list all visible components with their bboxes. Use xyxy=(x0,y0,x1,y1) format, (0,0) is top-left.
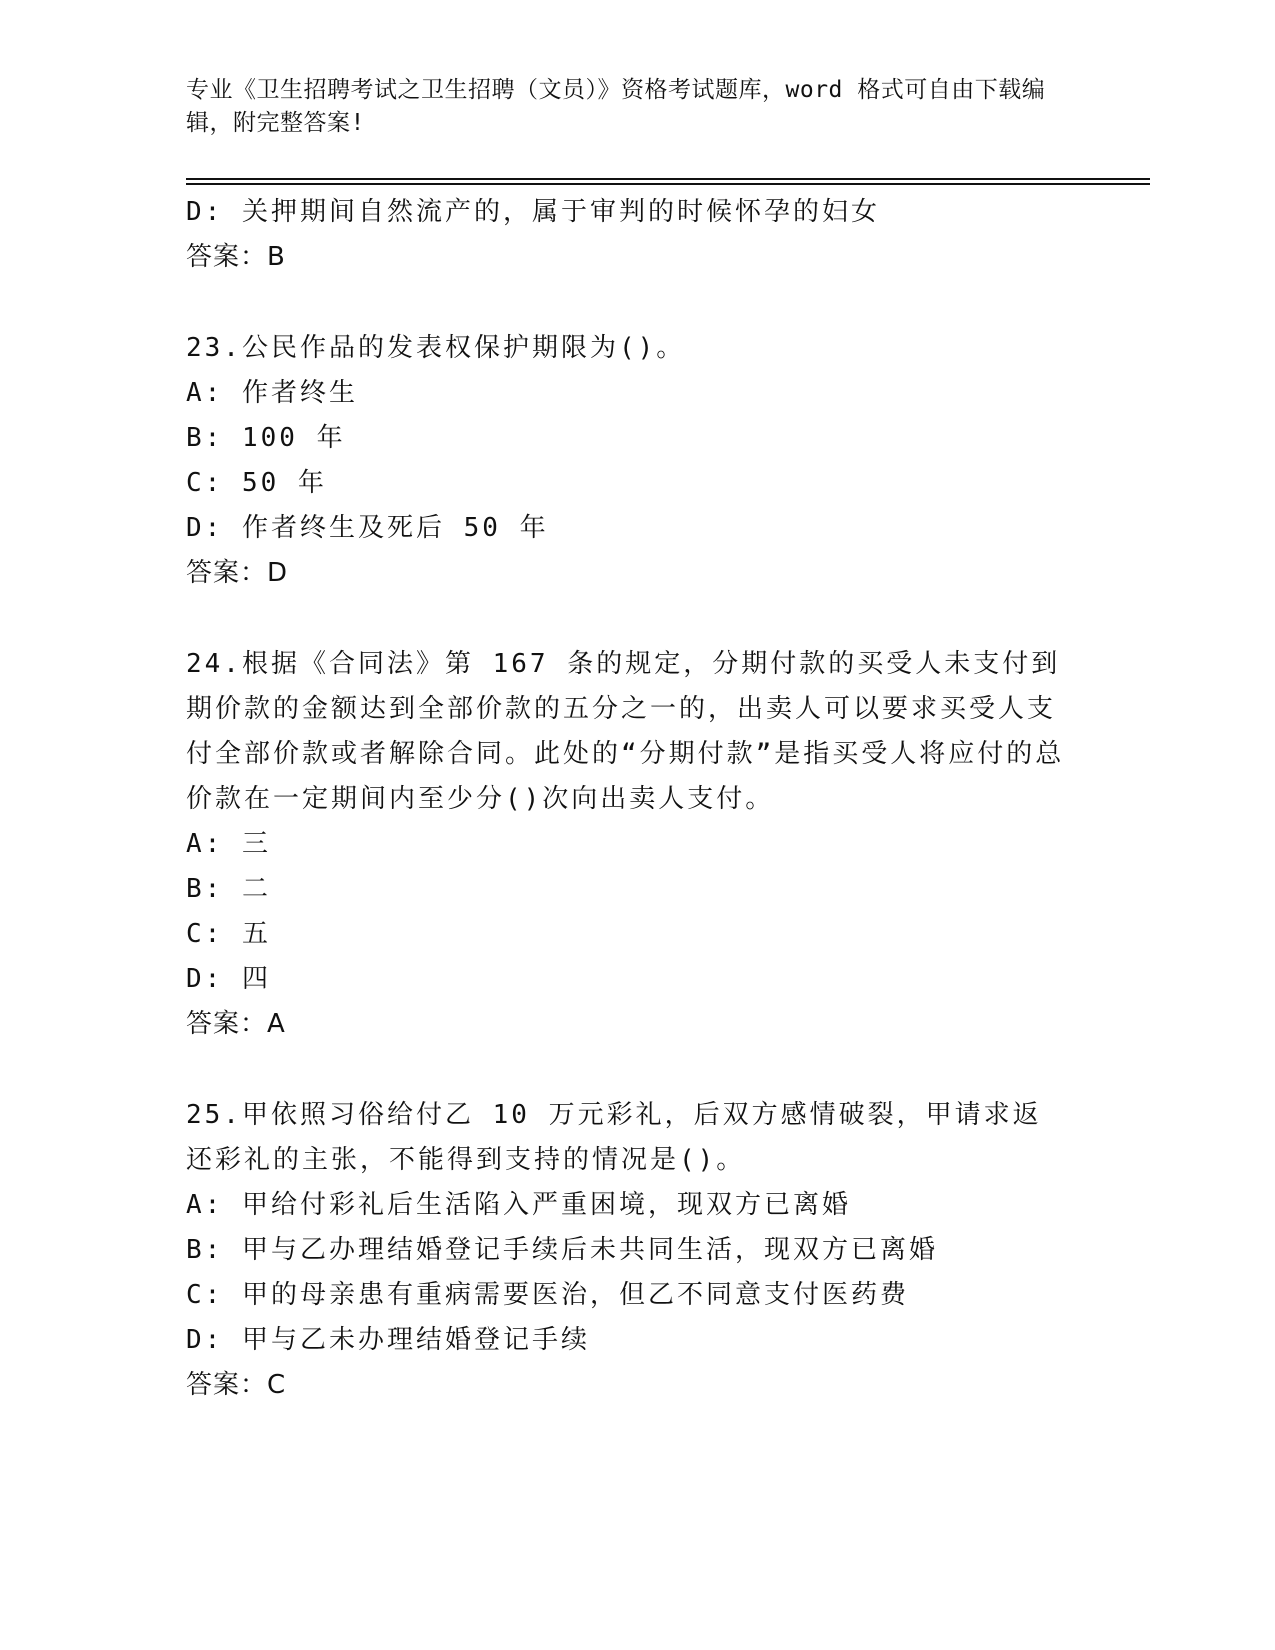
spacer xyxy=(186,596,1086,642)
question-list xyxy=(186,190,1086,1408)
option-d: D: 四 xyxy=(186,964,271,994)
option-c: C: 50 年 xyxy=(186,468,327,498)
option-a: A: 三 xyxy=(186,829,271,859)
option-a: A: 作者终生 xyxy=(186,378,358,408)
answer-line: 答案：C xyxy=(186,1370,287,1400)
option-b: B: 二 xyxy=(186,874,271,904)
option-d: D: 关押期间自然流产的，属于审判的时候怀孕的妇女 xyxy=(186,197,880,227)
question-block-23 xyxy=(186,326,1086,596)
header-divider-bottom xyxy=(186,183,1150,185)
document-header: 专业《卫生招聘考试之卫生招聘（文员）》资格考试题库，word 格式可自由下载编辑，附完整答案! xyxy=(186,77,1046,136)
answer-line: 答案：B xyxy=(186,242,286,272)
spacer xyxy=(186,1047,1086,1093)
spacer xyxy=(186,280,1086,326)
question-block-24 xyxy=(186,642,1086,1047)
question-stem: 24.根据《合同法》第 167 条的规定，分期付款的买受人未支付到期价款的金额达到全部价款的五分之一的，出卖人可以要求买受人支付全部价款或者解除合同。此处的“分期付款”是指买受人将应付的总价款在一定期间内至少分()次向出卖人支付。 xyxy=(186,649,1065,814)
option-b: B: 甲与乙办理结婚登记手续后未共同生活，现双方已离婚 xyxy=(186,1235,938,1265)
option-b: B: 100 年 xyxy=(186,423,346,453)
answer-line: 答案：A xyxy=(186,1009,286,1039)
answer-line: 答案：D xyxy=(186,558,289,588)
option-d: D: 作者终生及死后 50 年 xyxy=(186,513,549,543)
header-divider-top xyxy=(186,178,1150,180)
question-block-25 xyxy=(186,1093,1086,1408)
option-c: C: 甲的母亲患有重病需要医治，但乙不同意支付医药费 xyxy=(186,1280,909,1310)
question-stem: 23.公民作品的发表权保护期限为()。 xyxy=(186,333,686,363)
option-c: C: 五 xyxy=(186,919,271,949)
option-a: A: 甲给付彩礼后生活陷入严重困境，现双方已离婚 xyxy=(186,1190,851,1220)
question-stem: 25.甲依照习俗给付乙 10 万元彩礼，后双方感情破裂，甲请求返还彩礼的主张，不能得到支持的情况是()。 xyxy=(186,1100,1042,1175)
option-d: D: 甲与乙未办理结婚登记手续 xyxy=(186,1325,590,1355)
